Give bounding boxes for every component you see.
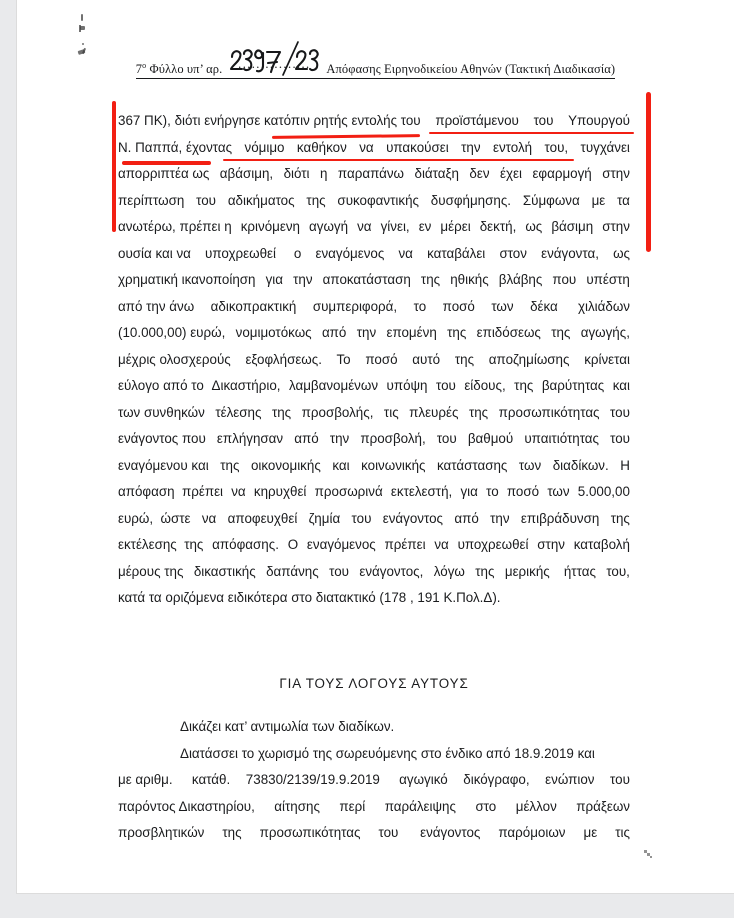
line-part: κοινωνικής (357, 457, 426, 473)
line-part: αποφευχθεί (223, 510, 298, 526)
line-part: απόφασης. (208, 537, 279, 552)
line-part: βαθμού (464, 431, 514, 446)
line-part: Δικαστήριο, (208, 378, 281, 393)
scan-speck (81, 14, 83, 21)
line-part: να (355, 139, 374, 155)
line-part: υπαιτιότητας (520, 431, 599, 446)
line-part: το (482, 484, 499, 499)
line-part: περίπτωση (118, 192, 185, 208)
line-part: συμπεριφορά, (309, 298, 398, 314)
scan-speck (650, 856, 652, 858)
line-part: της (510, 378, 534, 393)
line-part: 5.000,00 (574, 484, 630, 499)
text-line (118, 714, 630, 741)
line-part: ηθικής (446, 272, 489, 287)
line-part: του (192, 192, 216, 208)
line-part: τις (611, 825, 630, 840)
operative-paragraph-2 (118, 741, 630, 847)
line-part: προϊστάμενου (435, 113, 519, 128)
text-line (118, 820, 630, 847)
sheet-label-before: Φύλλο υπ’ αρ. (146, 62, 223, 76)
line-part: περί (335, 798, 366, 814)
text-line (118, 767, 630, 794)
line-part: στο (471, 798, 497, 814)
line-part: προσωπικότητας (494, 404, 600, 420)
text-line (118, 453, 630, 480)
line-part: κατάστασης (433, 457, 508, 473)
line-part: της (465, 404, 489, 420)
line-part: είδους, (460, 378, 506, 393)
line-part: να (198, 510, 217, 526)
line-part: απορριπτέα ως (118, 166, 210, 181)
line-part: ως (609, 245, 630, 261)
line-part: την (326, 431, 350, 446)
line-part: του, (540, 139, 569, 155)
line-part: ενάγοντα, (537, 245, 599, 261)
text-line (118, 214, 630, 241)
line-part: ήττας (556, 563, 596, 579)
text-line (118, 559, 630, 586)
line-part: δικόγραφο, (459, 772, 530, 787)
line-part: αδικήματος (224, 192, 295, 208)
line-part: δυσφήμησης. (427, 192, 512, 208)
text-line (118, 794, 630, 821)
line-part: διάταξη (410, 166, 459, 181)
line-part: καταβολή (570, 537, 630, 552)
line-part: ζημία (304, 510, 341, 526)
line-part: της (216, 457, 240, 473)
line-part: την (457, 139, 481, 155)
line-part: αποζημίωσης (485, 351, 570, 367)
line-part: την (352, 325, 377, 340)
line-part: από (450, 510, 479, 526)
line-part: εντολή (489, 139, 533, 155)
text-line (118, 532, 630, 559)
line-part: στην (598, 166, 630, 181)
line-part: έχει (496, 166, 522, 181)
line-part: της (218, 825, 242, 840)
line-part: με (587, 192, 606, 208)
sheet-number-ordinal-suffix: ο (142, 60, 147, 70)
text-line (118, 294, 630, 321)
line-part: των (543, 484, 570, 499)
line-part: αίτησης (270, 798, 320, 814)
line-part: την (289, 272, 313, 287)
line-part: από την άνω (118, 298, 195, 314)
line-part: Υπουργού (568, 113, 630, 128)
line-part: ποσό (361, 351, 398, 367)
line-part: και (328, 457, 350, 473)
line-part: του (374, 825, 399, 840)
line-part: Σύμφωνα (519, 192, 580, 208)
text-line (118, 741, 630, 768)
text-line (118, 135, 630, 162)
line-part: μέλλον (512, 798, 557, 814)
line-part: νομιμοτόκως (231, 325, 312, 340)
line-part: την (486, 510, 510, 526)
line-part: διότι (279, 166, 310, 181)
main-paragraph (118, 108, 630, 612)
line-part: αποκατάσταση (318, 272, 411, 287)
line-part: γίνει, (376, 219, 410, 234)
line-part: να (227, 484, 246, 499)
text-line (118, 400, 630, 427)
line-part: προσωρινά (310, 484, 383, 499)
line-part: τις (380, 404, 399, 420)
line-part: αβάσιμη, (216, 166, 274, 181)
line-part: λαμβανομένων (285, 378, 379, 393)
text-line (118, 267, 630, 294)
line-part: της (606, 510, 630, 526)
line-part: στην (598, 219, 630, 234)
line-part: εν (414, 219, 432, 234)
line-part: απόφαση πρέπει (118, 484, 224, 499)
line-part: επλήγησαν (213, 431, 284, 446)
section-heading: ΓΙΑ ΤΟΥΣ ΛΟΓΟΥΣ ΑΥΤΟΥΣ (279, 676, 469, 691)
line-part: παραπάνω (334, 166, 405, 181)
line-part: των (515, 457, 542, 473)
line-part: Ο (283, 537, 299, 552)
line-part: εκτελεστή, (387, 484, 453, 499)
line-part: εφαρμογή (528, 166, 592, 181)
line-part: Ν. Παππά, έχοντας (118, 139, 233, 155)
line-part: ανωτέρω, πρέπει η (118, 219, 232, 234)
line-part: παρόμοιων (494, 825, 566, 840)
text-line (118, 241, 630, 268)
line-part: ουσία και να (118, 245, 191, 261)
line-part: παράλειψης (380, 798, 456, 814)
page-header (17, 57, 734, 79)
line-part: βάσιμη (547, 219, 594, 234)
line-part: ενώπιον (541, 772, 595, 787)
line-part: των συνθηκών (118, 404, 205, 420)
line-part: του (325, 563, 349, 579)
line-part: ενάγοντος (412, 825, 481, 840)
line-part: προσβλητικών (118, 825, 205, 840)
line-part: του (606, 404, 630, 420)
line-part: 73830/2139/19.9.2019 (242, 772, 380, 787)
line-part: κατά τα οριζόμενα ειδικότερα στο διατακτικό (178 , 191 Κ.Πολ.Δ). (118, 590, 501, 605)
line-part: χιλιάδων (570, 298, 630, 314)
line-part: της (268, 404, 292, 420)
line-part: της (302, 192, 326, 208)
line-part: προσβολής, (297, 404, 374, 420)
line-part: τυγχάνει (576, 139, 630, 155)
operative-part-block (118, 714, 630, 847)
line-part: της (547, 325, 571, 340)
operative-paragraph-1 (118, 714, 630, 741)
line-part: του (347, 510, 372, 526)
line-part: Το (332, 351, 351, 367)
line-part: υπόψη (382, 378, 428, 393)
line-part: της (443, 325, 467, 340)
scan-speck (82, 48, 86, 54)
line-part: ως (521, 219, 543, 234)
text-line (118, 479, 630, 506)
line-part: και (609, 378, 630, 393)
line-part: εύλογο από το (118, 378, 204, 393)
line-part: δαπάνης (262, 563, 319, 579)
line-part: στην (533, 537, 565, 552)
sheet-number: 7 (135, 62, 143, 76)
sheet-label-after: Απόφασης Ειρηνοδικείου Αθηνών (Τακτική Διαδικασία) (326, 62, 616, 76)
line-part: αγωγή (305, 219, 349, 234)
text-line (118, 585, 630, 612)
line-part: ενάγοντος, (355, 563, 424, 579)
scan-artifact-marks-top-left (75, 14, 105, 62)
line-part: εξοφλήσεως. (241, 351, 322, 367)
text-line (118, 426, 630, 453)
document-page (17, 0, 734, 893)
line-part: τέλεσης (211, 404, 262, 420)
line-part: αγωγής, (577, 325, 630, 340)
line-part: προσβολή, (356, 431, 426, 446)
line-part: ποσό (438, 298, 475, 314)
scan-artifact-mark-bottom-right (642, 848, 656, 862)
line-part: βαρύτητας (538, 378, 605, 393)
text-line (118, 188, 630, 215)
line-part: νόμιμο (240, 139, 285, 155)
line-part: δεν (465, 166, 490, 181)
decision-number-blank (222, 57, 326, 73)
line-part: λόγω (430, 563, 465, 579)
line-part: της (417, 272, 441, 287)
line-part: από (290, 431, 319, 446)
dotted-fill: ................ (238, 57, 311, 71)
line-part: επιδόσεως (472, 325, 541, 340)
line-part: κρίνεται (580, 351, 630, 367)
line-part: δέκα (526, 298, 558, 314)
line-part: αυτό (408, 351, 441, 367)
line-part: ενάγοντος που (118, 431, 206, 446)
line-part: υπακούσει (382, 139, 449, 155)
text-line (118, 161, 630, 188)
line-part: να (430, 537, 449, 552)
line-part: δικαστικής (190, 563, 256, 579)
line-part: επομένη (382, 325, 437, 340)
line-part: τα (613, 192, 630, 208)
line-part: Η (616, 457, 630, 473)
line-part: χρηματική ικανοποίηση (118, 272, 256, 287)
line-part: για (456, 484, 478, 499)
line-part: ευρώ, ώστε (118, 510, 191, 526)
line-part: καταβάλει (423, 245, 486, 261)
line-part: υπέστη (582, 272, 630, 287)
line-part: υποχρεωθεί (201, 245, 276, 261)
line-part: της (451, 351, 475, 367)
line-part: παρόντος Δικαστηρίου, (118, 798, 255, 814)
line-part: ενάγοντος (379, 510, 443, 526)
line-part: προσωπικότητας (255, 825, 361, 840)
text-line (118, 373, 630, 400)
line-part: αδικοπρακτική (206, 298, 297, 314)
page-header-text (135, 57, 616, 79)
line-part: από (318, 325, 347, 340)
line-part: μέρους της (118, 563, 184, 579)
line-part: Δικάζει κατ’ αντιμωλία των διαδίκων. (180, 719, 395, 734)
line-part: ο (286, 245, 302, 261)
line-part: βλάβης (495, 272, 543, 287)
text-line (118, 347, 630, 374)
line-part: εναγόμενος (303, 537, 376, 552)
line-part: του (606, 431, 630, 446)
line-part: που (548, 272, 577, 287)
line-part: εναγόμενος (311, 245, 385, 261)
line-part: μέχρις ολοσχερούς (118, 351, 231, 367)
line-part: Διατάσσει το χωρισμό της σωρευόμενης στο ένδικο από 18.9.2019 και (180, 745, 595, 761)
main-paragraph-block (118, 108, 630, 612)
line-part: μερικής (501, 563, 550, 579)
line-part: αγωγικό (391, 772, 448, 787)
line-part: διαδίκων. (549, 457, 609, 473)
text-line (118, 506, 630, 533)
line-part: επιβράδυνση (517, 510, 600, 526)
line-part: κρινόμενη (236, 219, 300, 234)
line-part: του (606, 772, 630, 787)
scan-speck (82, 43, 84, 45)
line-part: συκοφαντικής (333, 192, 419, 208)
line-part: μέρει (436, 219, 471, 234)
line-part: με αριθμ. (118, 772, 173, 787)
line-part: της (471, 563, 495, 579)
line-part: να (394, 245, 413, 261)
red-margin-bar-right (646, 92, 651, 252)
line-part: με (579, 825, 598, 840)
line-part: του (433, 431, 457, 446)
line-part: κατάθ. (184, 772, 231, 787)
line-part: υποχρεωθεί (453, 537, 529, 552)
line-part: για (261, 272, 284, 287)
line-part: οικονομικής (247, 457, 321, 473)
line-part: κηρυχθεί (250, 484, 307, 499)
line-part: καθήκον (293, 139, 347, 155)
line-part: πρέπει (380, 537, 426, 552)
line-part: στον (495, 245, 527, 261)
line-part: το (409, 298, 427, 314)
line-part: εναγόμενου και (118, 457, 209, 473)
red-margin-bar-left (112, 101, 116, 232)
text-line (118, 320, 630, 347)
line-part: δεκτή, (476, 219, 517, 234)
line-part: εκτέλεσης της (118, 537, 204, 552)
line-part: πλευρές (405, 404, 459, 420)
line-part: να (353, 219, 372, 234)
scan-speck (79, 25, 81, 32)
line-part: του, (602, 563, 630, 579)
line-part: 367 ΠΚ), διότι ενήργησε κατόπιν ρητής εντολής του (118, 113, 425, 128)
line-part: η (316, 166, 328, 181)
line-part: πράξεων (572, 798, 630, 814)
text-line (118, 108, 630, 135)
line-part: ποσό (503, 484, 540, 499)
line-part: των (487, 298, 514, 314)
line-part: (10.000,00) ευρώ, (118, 325, 226, 340)
line-part: του (529, 113, 558, 128)
line-part: του (432, 378, 456, 393)
